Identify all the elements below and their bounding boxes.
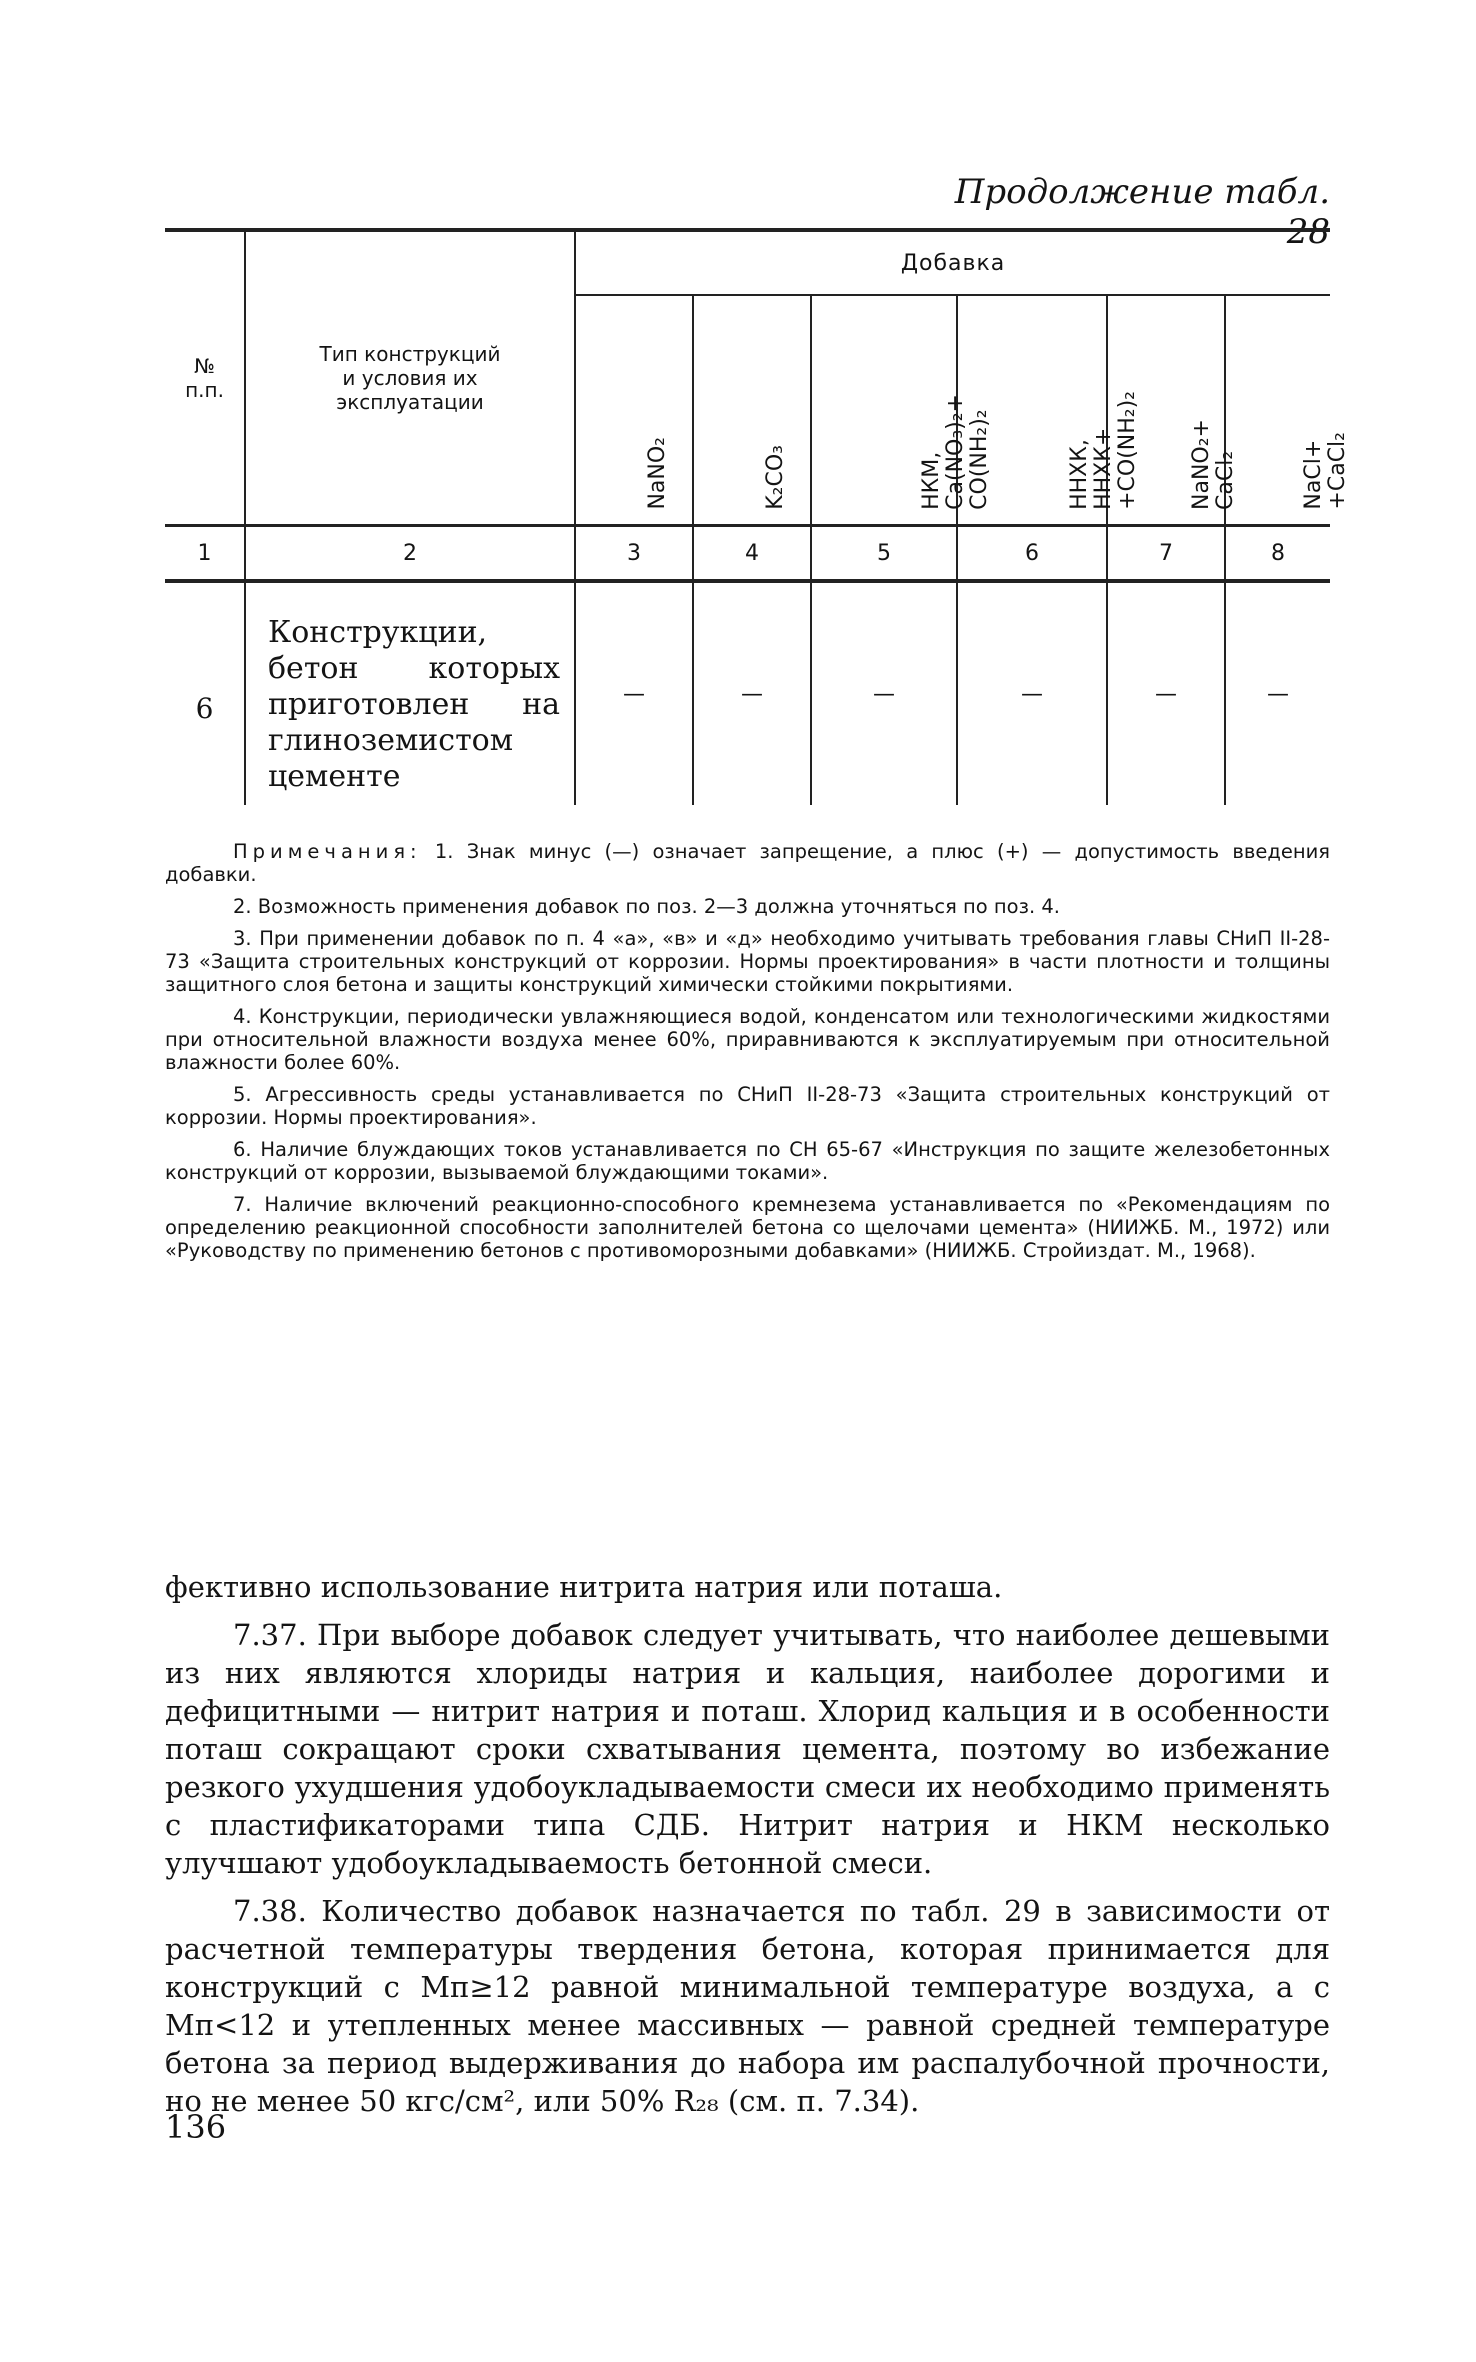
column-index-row xyxy=(165,526,1330,582)
note-item: 4. Конструкции, периодически увлажняющиеся водой, конденсатом или технологическими жидкостями при относительной влажности воздуха менее 60%, приравниваются к эксплуатируемым при относительной влажности более 60%. xyxy=(165,1005,1330,1074)
row-value: — xyxy=(575,581,693,805)
notes-label: Примечания: xyxy=(233,840,422,863)
note-item: 3. При применении добавок по п. 4 «а», «в» и «д» необходимо учитывать требования главы СНиП II-28-73 «Защита строительных конструкций от коррозии. Нормы проектирования» в части плотности и толщины защитного слоя бетона и защиты конструкций химически стойкими покрытиями. xyxy=(165,927,1330,996)
header-construction-type: Тип конструкций и условия их эксплуатации xyxy=(245,230,575,526)
row-value: — xyxy=(693,581,811,805)
column-index: 8 xyxy=(1225,526,1330,582)
column-index: 7 xyxy=(1107,526,1225,582)
header-additive-group: Добавка xyxy=(575,230,1330,295)
column-index: 2 xyxy=(245,526,575,582)
header-additive-1: NaNO₂ xyxy=(575,295,693,526)
table-notes xyxy=(165,840,1330,1271)
body-text xyxy=(165,1568,1330,2130)
header-additive-4: ННХК, ННХК+ +CO(NH₂)₂ xyxy=(957,295,1107,526)
row-construction-type: Конструкции, бетон которых приготовлен на глиноземистом цементе xyxy=(245,581,575,805)
paragraph-7-38: 7.38. Количество добавок назначается по табл. 29 в зависимости от расчетной температуры твердения бетона, которая принимается для конструкций с Мп≥12 равной минимальной температуре воздуха, а с Мп<12 и утепленных менее массивных — равной средней температуре бетона за период выдерживания до набора им распалубочной прочности, но не менее 50 кгс/см², или 50% R₂₈ (см. п. 7.34). xyxy=(165,1894,1330,2118)
header-additive-6: NaCl+ +CaCl₂ xyxy=(1225,295,1330,526)
column-index: 6 xyxy=(957,526,1107,582)
row-value: — xyxy=(1225,581,1330,805)
paragraph-7-37: 7.37. При выборе добавок следует учитывать, что наиболее дешевыми из них являются хлориды натрия и кальция, наиболее дорогими и дефицитными — нитрит натрия и поташ. Хлорид кальция и в особенности поташ сокращают сроки схватывания цемента, поэтому во избежание резкого ухудшения удобоукладываемости смеси их необходимо применять с пластификаторами типа СДБ. Нитрит натрия и НКМ несколько улучшают удобоукладываемость бетонной смеси. xyxy=(165,1618,1330,1880)
note-item: 7. Наличие включений реакционно-способного кремнезема устанавливается по «Рекомендациям по определению реакционной способности заполнителей бетона со щелочами цемента» (НИИЖБ. М., 1972) или «Руководству по применению бетонов с противоморозными добавками» (НИИЖБ. Стройиздат. М., 1968). xyxy=(165,1193,1330,1262)
note-item: 2. Возможность применения добавок по поз. 2—3 должна уточняться по поз. 4. xyxy=(233,895,1060,918)
header-number: № п.п. xyxy=(165,230,245,526)
header-additive-3: НКМ, Ca(NO₃)₂+ CO(NH₂)₂ xyxy=(811,295,957,526)
row-value: — xyxy=(1107,581,1225,805)
column-index: 1 xyxy=(165,526,245,582)
column-index: 4 xyxy=(693,526,811,582)
row-number: 6 xyxy=(165,581,245,805)
page-number: 136 xyxy=(165,2108,227,2146)
header-additive-5: NaNO₂+ CaCl₂ xyxy=(1107,295,1225,526)
paragraph: фективно использование нитрита натрия или поташа. xyxy=(165,1570,1003,1604)
header-additive-2: K₂CO₃ xyxy=(693,295,811,526)
note-item: Примечания: 1. Знак минус (—) означает запрещение, а плюс (+) — допустимость введения добавки. xyxy=(165,840,1330,886)
row-value: — xyxy=(957,581,1107,805)
additives-table xyxy=(165,228,1351,805)
row-value: — xyxy=(811,581,957,805)
note-item: 6. Наличие блуждающих токов устанавливается по СН 65-67 «Инструкция по защите железобетонных конструкций от коррозии, вызываемой блуждающими токами». xyxy=(165,1138,1330,1184)
column-index: 3 xyxy=(575,526,693,582)
column-index: 5 xyxy=(811,526,957,582)
table-continuation-heading: Продолжение табл. 28 xyxy=(954,172,1330,252)
table-row xyxy=(165,581,1330,805)
note-item: 5. Агрессивность среды устанавливается по СНиП II-28-73 «Защита строительных конструкций от коррозии. Нормы проектирования». xyxy=(165,1083,1330,1129)
